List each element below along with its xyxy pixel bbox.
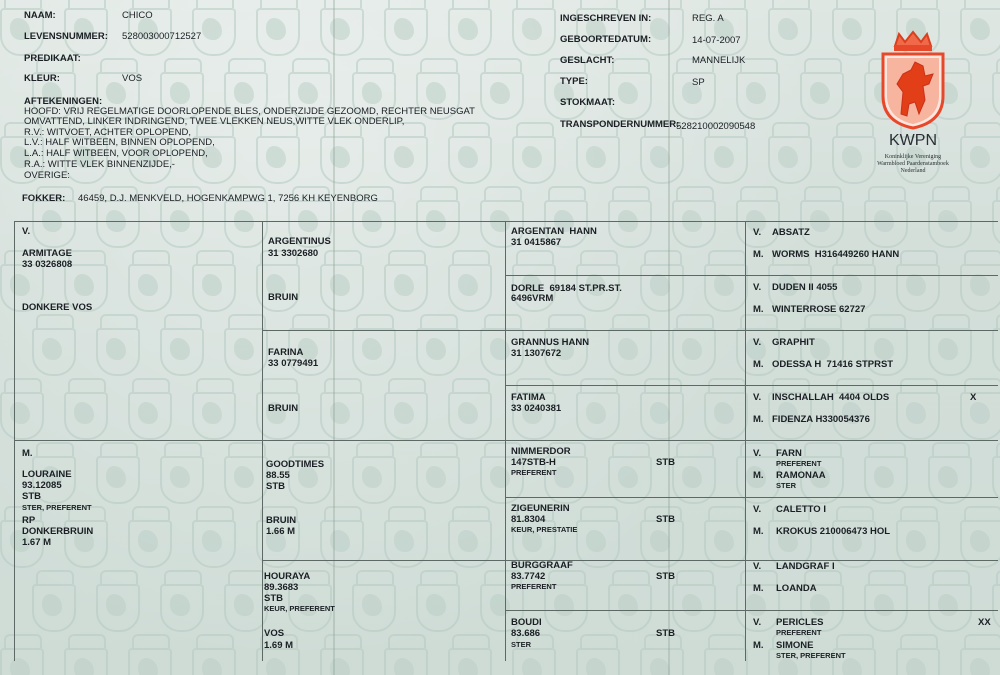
dddd-predicate: STER, PREFERENT: [776, 651, 846, 660]
kwpn-subtitle: Nederland: [900, 168, 926, 174]
watermark-crest-icon: [726, 58, 788, 120]
ssss-tag: V.: [753, 227, 762, 238]
watermark-crest-icon: [406, 442, 468, 504]
watermark-crest-icon: [0, 634, 52, 675]
geboortedatum-value: 14-07-2007: [692, 35, 741, 46]
dsdd-tag: M.: [753, 526, 764, 537]
dam-color: DONKERBRUIN: [22, 526, 94, 537]
watermark-crest-icon: [694, 634, 756, 675]
watermark-crest-icon: [470, 58, 532, 120]
watermark-crest-icon: [0, 378, 52, 440]
sdds-tag: V.: [753, 392, 762, 403]
fokker-value: 46459, D.J. MENKVELD, HOGENKAMPWG 1, 7256 KH KEYENBORG: [78, 193, 378, 204]
dsd-name: ZIGEUNERIN: [511, 503, 570, 514]
naam-value: CHICO: [122, 10, 153, 21]
watermark-crest-icon: [438, 378, 500, 440]
watermark-crest-icon: [374, 0, 436, 56]
dddd-name: SIMONE: [776, 640, 814, 651]
stokmaat-label: STOKMAAT:: [560, 97, 616, 108]
grid-line: [262, 221, 263, 661]
watermark-crest-icon: [182, 250, 244, 312]
kwpn-subtitle: Warmbloed Paardenstamboek: [877, 161, 949, 167]
watermark-crest-icon: [982, 442, 1000, 504]
aftekeningen-label: AFTEKENINGEN:: [24, 96, 103, 107]
dsds-tag: V.: [753, 504, 762, 515]
dam-height: 1.67 M: [22, 537, 52, 548]
watermark-crest-icon: [982, 186, 1000, 248]
aftekeningen-line: L.V.: HALF WITBEEN, BINNEN OPLOPEND,: [24, 137, 215, 148]
watermark-crest-icon: [310, 122, 372, 184]
watermark-crest-icon: [566, 0, 628, 56]
aftekeningen-line: OMVATTEND, LINKER INDRINGEND, TWEE VLEKKEN NEUS,WITTE VLEK ONDERLIP,: [24, 116, 405, 127]
watermark-crest-icon: [150, 442, 212, 504]
watermark-crest-icon: [694, 506, 756, 568]
ds-height: 1.66 M: [266, 526, 296, 537]
watermark-crest-icon: [598, 314, 660, 376]
kleur-value: VOS: [122, 73, 143, 84]
watermark-crest-icon: [342, 314, 404, 376]
ddds-mark: XX: [978, 617, 991, 628]
dsds-name: CALETTO I: [776, 504, 826, 515]
ds-name: GOODTIMES: [266, 459, 325, 470]
geboortedatum-label: GEBOORTEDATUM:: [560, 34, 652, 45]
watermark-crest-icon: [854, 186, 916, 248]
watermark-crest-icon: [886, 378, 948, 440]
watermark-crest-icon: [950, 634, 1000, 675]
dss-stb: STB: [656, 457, 675, 468]
watermark-crest-icon: [982, 58, 1000, 120]
watermark-crest-icon: [118, 0, 180, 56]
watermark-crest-icon: [566, 378, 628, 440]
watermark-crest-icon: [662, 314, 724, 376]
watermark-crest-icon: [950, 378, 1000, 440]
ddss-name: LANDGRAF I: [776, 561, 835, 572]
watermark-crest-icon: [406, 186, 468, 248]
watermark-crest-icon: [534, 58, 596, 120]
kwpn-subtitle: Koninklijke Vereniging: [884, 154, 942, 160]
watermark-crest-icon: [310, 634, 372, 675]
ss-name: ARGENTINUS: [268, 236, 331, 247]
watermark-crest-icon: [150, 314, 212, 376]
watermark-crest-icon: [566, 122, 628, 184]
grid-line: [745, 221, 746, 661]
dsss-predicate: PREFERENT: [776, 459, 822, 468]
ssds-tag: V.: [753, 282, 762, 293]
watermark-crest-icon: [662, 58, 724, 120]
dam-tag: M.: [22, 448, 33, 459]
watermark-crest-icon: [182, 506, 244, 568]
sss-name: ARGENTAN HANN: [511, 226, 597, 237]
grid-line: [505, 497, 998, 498]
ddsd-name: LOANDA: [776, 583, 817, 594]
sds-number: 31 1307672: [511, 348, 562, 359]
watermark-crest-icon: [86, 442, 148, 504]
watermark-crest-icon: [502, 0, 564, 56]
watermark-crest-icon: [918, 442, 980, 504]
watermark-crest-icon: [918, 570, 980, 632]
type-value: SP: [692, 77, 705, 88]
watermark-crest-icon: [118, 378, 180, 440]
dssd-name: RAMONAA: [776, 470, 826, 481]
watermark-crest-icon: [310, 378, 372, 440]
watermark-crest-icon: [950, 250, 1000, 312]
watermark-crest-icon: [438, 0, 500, 56]
dd-number: 89.3683: [264, 582, 299, 593]
watermark-crest-icon: [406, 314, 468, 376]
dds-predicate: PREFERENT: [511, 582, 557, 591]
dssd-predicate: STER: [776, 481, 797, 490]
sire-tag: V.: [22, 226, 31, 237]
dsd-stb: STB: [656, 514, 675, 525]
sd-color: BRUIN: [268, 403, 299, 414]
sdds-name: INSCHALLAH 4404 OLDS: [772, 392, 890, 403]
watermark-crest-icon: [630, 250, 692, 312]
ds-number: 88.55: [266, 470, 290, 481]
watermark-crest-icon: [822, 506, 884, 568]
ssdd-tag: M.: [753, 304, 764, 315]
watermark-crest-icon: [438, 122, 500, 184]
sdd-number: 33 0240381: [511, 403, 562, 414]
watermark-crest-icon: [918, 314, 980, 376]
sire-name: ARMITAGE: [22, 248, 72, 259]
dd-stb: STB: [264, 593, 283, 604]
dsd-number: 81.8304: [511, 514, 546, 525]
aftekeningen-line: OVERIGE:: [24, 170, 70, 181]
ddds-name: PERICLES: [776, 617, 824, 628]
watermark-crest-icon: [150, 570, 212, 632]
watermark-crest-icon: [246, 0, 308, 56]
dds-name: BURGGRAAF: [511, 560, 573, 571]
dam-stb: STB: [22, 491, 41, 502]
watermark-crest-icon: [214, 314, 276, 376]
transponder-value: 528210002090548: [676, 121, 756, 132]
aftekeningen-line: R.A.: WITTE VLEK BINNENZIJDE,-: [24, 159, 175, 170]
watermark-crest-icon: [918, 186, 980, 248]
watermark-crest-icon: [86, 570, 148, 632]
ds-color: BRUIN: [266, 515, 297, 526]
dd-height: 1.69 M: [264, 640, 294, 651]
watermark-crest-icon: [662, 442, 724, 504]
watermark-crest-icon: [598, 570, 660, 632]
dd-color: VOS: [264, 628, 285, 639]
watermark-crest-icon: [374, 506, 436, 568]
watermark-crest-icon: [854, 570, 916, 632]
dam-name: LOURAINE: [22, 469, 72, 480]
watermark-crest-icon: [54, 506, 116, 568]
watermark-crest-icon: [374, 122, 436, 184]
dam-number: 93.12085: [22, 480, 62, 491]
kwpn-title: KWPN: [889, 132, 937, 149]
type-label: TYPE:: [560, 76, 588, 87]
dds-stb: STB: [656, 571, 675, 582]
sdss-name: GRAPHIT: [772, 337, 815, 348]
watermark-crest-icon: [982, 314, 1000, 376]
watermark-crest-icon: [790, 186, 852, 248]
watermark-crest-icon: [598, 186, 660, 248]
watermark-crest-icon: [310, 506, 372, 568]
ddds-predicate: PREFERENT: [776, 628, 822, 637]
sds-name: GRANNUS HANN: [511, 337, 590, 348]
watermark-crest-icon: [758, 506, 820, 568]
watermark-crest-icon: [630, 0, 692, 56]
sdds-mark: X: [970, 392, 977, 403]
watermark-crest-icon: [854, 442, 916, 504]
ss-color: BRUIN: [268, 292, 299, 303]
grid-line: [14, 221, 998, 222]
watermark-crest-icon: [118, 506, 180, 568]
watermark-crest-icon: [758, 378, 820, 440]
dssd-tag: M.: [753, 470, 764, 481]
grid-line: [14, 221, 15, 661]
watermark-crest-icon: [374, 634, 436, 675]
ssds-name: DUDEN II 4055: [772, 282, 838, 293]
watermark-crest-icon: [342, 570, 404, 632]
watermark-crest-icon: [662, 186, 724, 248]
watermark-crest-icon: [758, 0, 820, 56]
watermark-crest-icon: [758, 122, 820, 184]
watermark-crest-icon: [374, 250, 436, 312]
dss-number: 147STB-H: [511, 457, 556, 468]
grid-line: [505, 385, 998, 386]
grid-line: [14, 440, 998, 441]
watermark-crest-icon: [438, 634, 500, 675]
sd-name: FARINA: [268, 347, 304, 358]
watermark-crest-icon: [822, 378, 884, 440]
kwpn-logo: [853, 30, 973, 180]
watermark-crest-icon: [406, 570, 468, 632]
dam-predicate: STER, PREFERENT: [22, 503, 92, 512]
watermark-crest-icon: [790, 58, 852, 120]
dsdd-name: KROKUS 210006473 HOL: [776, 526, 891, 537]
ddsd-tag: M.: [753, 583, 764, 594]
grid-line: [505, 221, 506, 661]
levensnummer-value: 528003000712527: [122, 31, 202, 42]
watermark-crest-icon: [566, 250, 628, 312]
watermark-crest-icon: [118, 634, 180, 675]
watermark-crest-icon: [310, 250, 372, 312]
watermark-crest-icon: [438, 506, 500, 568]
watermark-crest-icon: [438, 250, 500, 312]
dd-name: HOURAYA: [264, 571, 311, 582]
dsss-name: FARN: [776, 448, 802, 459]
watermark-crest-icon: [310, 0, 372, 56]
dd-predicate: KEUR, PREFERENT: [264, 604, 335, 613]
watermark-crest-icon: [726, 186, 788, 248]
watermark-crest-icon: [22, 570, 84, 632]
transponder-label: TRANSPONDERNUMMER:: [560, 119, 680, 130]
sdsd-name: ODESSA H 71416 STPRST: [772, 359, 894, 370]
watermark-crest-icon: [886, 634, 948, 675]
sire-number: 33 0326808: [22, 259, 73, 270]
ddss-tag: V.: [753, 561, 762, 572]
aftekeningen-line: HOOFD: VRIJ REGELMATIGE DOORLOPENDE BLES, ONDERZIJDE GEZOOMD, RECHTER NEUSGAT: [24, 106, 475, 117]
watermark-crest-icon: [630, 378, 692, 440]
dsss-tag: V.: [753, 448, 762, 459]
watermark-crest-icon: [598, 58, 660, 120]
watermark-crest-icon: [694, 378, 756, 440]
watermark-crest-icon: [630, 634, 692, 675]
geslacht-value: MANNELIJK: [692, 55, 746, 66]
ds-stb: STB: [266, 481, 285, 492]
grid-line: [505, 610, 998, 611]
watermark-crest-icon: [566, 634, 628, 675]
sire-color: DONKERE VOS: [22, 302, 93, 313]
grid-line: [262, 330, 998, 331]
watermark-crest-icon: [950, 506, 1000, 568]
ssss-name: ABSATZ: [772, 227, 810, 238]
watermark-crest-icon: [182, 634, 244, 675]
sdss-tag: V.: [753, 337, 762, 348]
watermark-crest-icon: [182, 0, 244, 56]
aftekeningen-line: R.V.: WITVOET, ACHTER OPLOPEND,: [24, 127, 191, 138]
watermark-crest-icon: [22, 314, 84, 376]
naam-label: NAAM:: [24, 10, 56, 21]
watermark-crest-icon: [54, 0, 116, 56]
ss-number: 31 3302680: [268, 248, 319, 259]
watermark-crest-icon: [502, 122, 564, 184]
dss-predicate: PREFERENT: [511, 468, 557, 477]
dsd-predicate: KEUR, PRESTATIE: [511, 525, 578, 534]
sd-number: 33 0779491: [268, 358, 319, 369]
geslacht-label: GESLACHT:: [560, 55, 615, 66]
sddd-name: FIDENZA H330054376: [772, 414, 870, 425]
ssdd-name: WINTERROSE 62727: [772, 304, 866, 315]
ddd-name: BOUDI: [511, 617, 542, 628]
watermark-crest-icon: [694, 0, 756, 56]
ddds-tag: V.: [753, 617, 762, 628]
fokker-label: FOKKER:: [22, 193, 66, 204]
watermark-crest-icon: [598, 442, 660, 504]
ingeschreven-value: REG. A: [692, 13, 724, 24]
watermark-crest-icon: [182, 378, 244, 440]
levensnummer-label: LEVENSNUMMER:: [24, 31, 108, 42]
watermark-crest-icon: [342, 442, 404, 504]
ingeschreven-label: INGESCHREVEN IN:: [560, 13, 652, 24]
sss-number: 31 0415867: [511, 237, 562, 248]
watermark-crest-icon: [566, 506, 628, 568]
sssd-name: WORMS H316449260 HANN: [772, 249, 900, 260]
grid-line: [505, 275, 998, 276]
watermark-crest-icon: [0, 0, 52, 56]
ssd-number: 6496VRM: [511, 293, 554, 304]
dds-number: 83.7742: [511, 571, 546, 582]
sdd-name: FATIMA: [511, 392, 546, 403]
sssd-tag: M.: [753, 249, 764, 260]
dam-rp: RP: [22, 515, 36, 526]
watermark-crest-icon: [86, 314, 148, 376]
ddd-number: 83.686: [511, 628, 541, 639]
watermark-crest-icon: [246, 122, 308, 184]
watermark-crest-icon: [374, 378, 436, 440]
ddd-predicate: STER: [511, 640, 532, 649]
predikaat-label: PREDIKAAT:: [24, 53, 81, 64]
watermark-crest-icon: [694, 250, 756, 312]
watermark-crest-icon: [54, 634, 116, 675]
paper-fold: [333, 0, 335, 675]
ddd-stb: STB: [656, 628, 675, 639]
aftekeningen-line: L.A.: HALF WITBEEN, VOOR OPLOPEND,: [24, 148, 208, 159]
sdsd-tag: M.: [753, 359, 764, 370]
kwpn-crest-icon: [853, 30, 973, 130]
ssd-name: DORLE 69184 ST.PR.ST.: [511, 283, 622, 294]
watermark-crest-icon: [54, 378, 116, 440]
grid-line: [262, 560, 998, 561]
kleur-label: KLEUR:: [24, 73, 60, 84]
dss-name: NIMMERDOR: [511, 446, 571, 457]
watermark-crest-icon: [118, 250, 180, 312]
sddd-tag: M.: [753, 414, 764, 425]
dddd-tag: M.: [753, 640, 764, 651]
watermark-crest-icon: [886, 506, 948, 568]
